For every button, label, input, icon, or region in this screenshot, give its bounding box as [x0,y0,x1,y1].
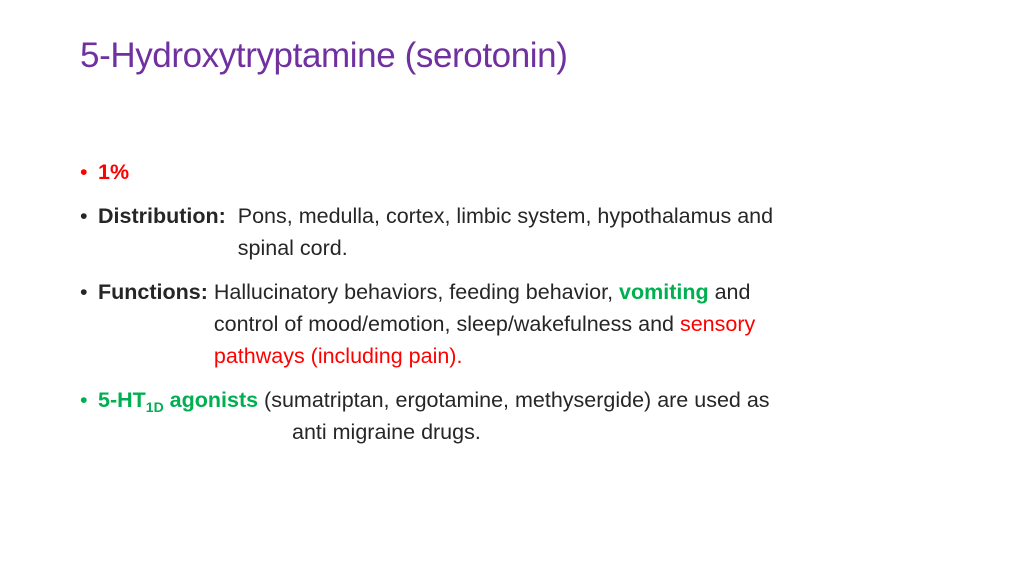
agonists-line2-row [98,416,980,448]
agonists-line1-row [98,384,980,416]
distribution-row [98,200,980,264]
slide-title: 5-Hydroxytryptamine (serotonin) [80,36,568,75]
functions-label-wrap [98,276,214,372]
functions-sensory: sensory [679,312,756,336]
bullet-dot-icon: • [80,280,88,304]
functions-line1b: and [708,280,751,304]
functions-line2a: control of mood/emotion, sleep/wakefulness and [213,312,680,336]
functions-pathways: pathways (including pain). [213,344,463,368]
bullet-agonists [80,384,980,448]
agonists-label-rest: agonists [163,388,259,412]
distribution-gap [226,204,238,228]
agonists-line2: anti migraine drugs. [292,420,481,444]
bullet-dot-icon: • [80,204,88,228]
distribution-line1: Pons, medulla, cortex, limbic system, hypothalamus and [237,204,774,228]
percent-text: 1% [98,160,130,184]
agonists-label-sub: 1D [145,399,164,415]
bullet-dot-icon: • [80,160,88,184]
agonists-label [98,388,259,415]
distribution-label-wrap [98,200,238,264]
functions-label: Functions: [98,280,208,304]
bullet-distribution [80,200,980,264]
agonists-line1: (sumatriptan, ergotamine, methysergide) are used as [258,388,770,412]
agonists-label-main: 5-HT [98,388,146,412]
bullet-percent [80,156,980,188]
distribution-line2: spinal cord. [237,236,348,260]
bullet-list [80,156,980,460]
bullet-functions [80,276,980,372]
distribution-label: Distribution: [98,204,226,228]
distribution-content [238,200,773,264]
functions-row [98,276,980,372]
functions-vomiting: vomiting [619,280,709,304]
bullet-dot-icon: • [80,388,88,412]
functions-line1a: Hallucinatory behaviors, feeding behavior, [213,280,620,304]
functions-content [214,276,755,372]
